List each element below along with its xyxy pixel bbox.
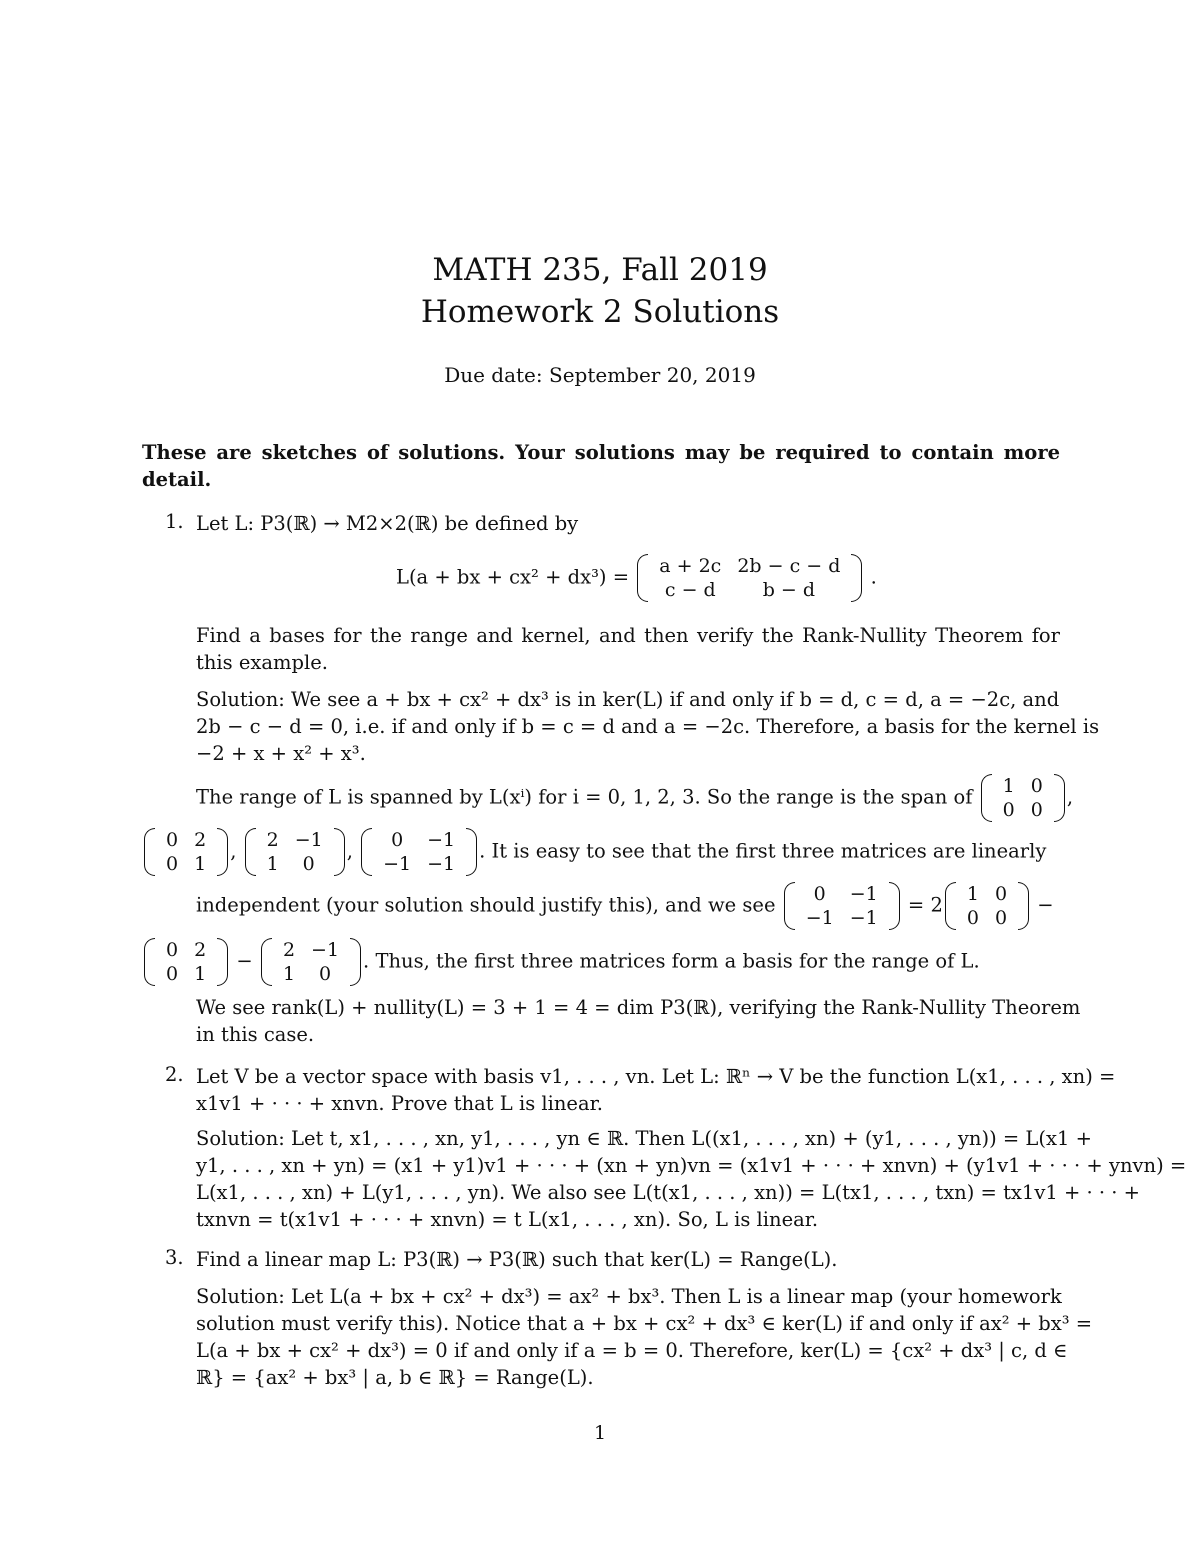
matrix-cell: 1 [266, 853, 279, 875]
problem-3-solution-4: ℝ} = {ax² + bx³ | a, b ∈ ℝ} = Range(L). [196, 1366, 594, 1389]
matrix-m2 [144, 828, 228, 876]
range-line-2: 0 2 0 1 , 2 −1 1 0 , 0 −1 −1 −1 . It is easy to see that the first three matrices are linearly [142, 828, 1046, 876]
rank-nullity-line-2: in this case. [196, 1023, 315, 1046]
matrix-cell: 0 [1002, 799, 1015, 821]
range-line-4: 0 2 0 1 − 2 −1 1 0 . Thus, the first three matrices form a basis for the range of L. [142, 938, 980, 986]
matrix-cell: 0 [166, 939, 179, 961]
kernel-solution-line-1: Solution: We see a + bx + cx² + dx³ is in ker(L) if and only if b = d, c = d, a = −2c, and [196, 688, 1060, 711]
due-date: Due date: September 20, 2019 [444, 363, 756, 387]
problem-3-solution-1: Solution: Let L(a + bx + cx² + dx³) = ax² + bx³. Then L is a linear map (your homework [196, 1285, 1062, 1308]
matrix-cell: 0 [318, 963, 332, 985]
matrix-m4 [361, 828, 477, 876]
problem-1-definition: L(a + bx + cx² + dx³) = a + 2c 2b − c − d c − d b − d . [396, 555, 877, 601]
problem-2-solution-3: L(x1, . . . , xn) + L(y1, . . . , yn). We also see L(t(x1, . . . , xn)) = L(tx1, . . . , txn) = tx1v1 + · · · + [196, 1181, 1141, 1204]
problem-number: 3. [165, 1246, 184, 1269]
problem-2-solution-4: txnvn = t(x1v1 + · · · + xnvn) = t L(x1, . . . , xn). So, L is linear. [196, 1208, 819, 1231]
matrix-cell: 2b − c − d [737, 555, 841, 577]
matrix-cell: 0 [994, 883, 1008, 905]
matrix-cell: 1 [194, 963, 207, 985]
page-number: 1 [593, 1422, 607, 1444]
matrix-cell: 2 [282, 939, 296, 961]
matrix-m3 [245, 828, 345, 876]
matrix-m4-repeat [784, 882, 900, 930]
matrix-cell: 2 [266, 829, 279, 851]
matrix-cell: b − d [762, 579, 816, 601]
matrix-cell: −1 [311, 939, 340, 961]
range-line-3: independent (your solution should justify this), and we see 0 −1 −1 −1 = 2 1 0 0 0 − [196, 883, 1054, 929]
problem-2-solution-2: y1, . . . , xn + yn) = (x1 + y1)v1 + · · · + (xn + yn)vn = (x1v1 + · · · + xnvn) + (y1v1 + · · · + ynvn) = [196, 1154, 1187, 1177]
matrix-cell: 0 [166, 829, 179, 851]
matrix-cell: 0 [994, 907, 1008, 929]
document-title: Homework 2 Solutions [420, 294, 780, 330]
matrix-m3-repeat [261, 938, 361, 986]
matrix-m2-repeat [144, 938, 228, 986]
matrix-cell: 0 [391, 829, 404, 851]
matrix-cell: −1 [383, 853, 412, 875]
matrix-cell: 0 [1030, 799, 1043, 821]
problem-3-statement: Find a linear map L: P3(ℝ) → P3(ℝ) such that ker(L) = Range(L). [196, 1248, 838, 1271]
matrix-cell: −1 [427, 829, 456, 851]
intro-note: These are sketches of solutions. Your solutions may be required to contain more detail. [142, 441, 1060, 491]
problem-2-statement-2: x1v1 + · · · + xnvn. Prove that L is linear. [196, 1092, 603, 1115]
kernel-solution-line-3: −2 + x + x² + x³. [196, 742, 366, 765]
range-text: The range of L is spanned by L(xⁱ) for i = 0, 1, 2, 3. So the range is the span of [196, 785, 973, 809]
matrix-cell: −1 [427, 853, 456, 875]
matrix-cell: c − d [664, 579, 716, 601]
matrix-m1 [981, 774, 1065, 822]
matrix-cell: −1 [849, 907, 878, 929]
matrix-cell: 2 [194, 939, 207, 961]
matrix-cell: 1 [1002, 775, 1015, 797]
range-line-1: The range of L is spanned by L(xⁱ) for i = 0, 1, 2, 3. So the range is the span of 1 0 0 0 , [196, 775, 1074, 821]
matrix-m1-repeat [945, 882, 1029, 930]
matrix-cell: 0 [166, 963, 179, 985]
problem-number: 1. [165, 510, 184, 533]
matrix-cell: 0 [302, 853, 315, 875]
problem-1-task: Find a bases for the range and kernel, and then verify the Rank-Nullity Theorem for this example. [196, 624, 1060, 674]
course-title: MATH 235, Fall 2019 [432, 252, 768, 288]
problem-2-statement-1: Let V be a vector space with basis v1, . . . , vn. Let L: ℝⁿ → V be the function L(x1, . . . , xn) = [196, 1065, 1116, 1088]
rank-nullity-line-1: We see rank(L) + nullity(L) = 3 + 1 = 4 = dim P3(ℝ), verifying the Rank-Nullity Theorem [196, 996, 1081, 1019]
matrix-cell: 0 [813, 883, 826, 905]
problem-number: 2. [165, 1063, 184, 1086]
problem-3-solution-2: solution must verify this). Notice that a + bx + cx² + dx³ ∈ ker(L) if and only if ax² + bx³ = [196, 1312, 1093, 1335]
matrix-cell: 2 [194, 829, 207, 851]
matrix-cell: 0 [166, 853, 179, 875]
matrix-cell: −1 [294, 829, 323, 851]
matrix-cell: −1 [849, 883, 878, 905]
kernel-solution-line-2: 2b − c − d = 0, i.e. if and only if b = c = d and a = −2c. Therefore, a basis for the kernel is [196, 715, 1100, 738]
definition-matrix [637, 554, 862, 602]
problem-2-solution-1: Solution: Let t, x1, . . . , xn, y1, . . . , yn ∈ ℝ. Then L((x1, . . . , xn) + (y1, . . . , yn)) = L(x1 + [196, 1127, 1092, 1150]
problem-3-solution-3: L(a + bx + cx² + dx³) = 0 if and only if a = b = 0. Therefore, ker(L) = {cx² + dx³ | c, d ∈ [196, 1339, 1068, 1362]
matrix-cell: 1 [966, 883, 979, 905]
definition-lhs: L(a + bx + cx² + dx³) = [396, 565, 630, 589]
matrix-cell: 0 [1030, 775, 1043, 797]
matrix-cell: a + 2c [659, 555, 722, 577]
matrix-cell: 1 [282, 963, 296, 985]
matrix-cell: −1 [805, 907, 834, 929]
range-text: . Thus, the first three matrices form a basis for the range of L. [363, 949, 980, 973]
problem-1-statement: Let L: P3(ℝ) → M2×2(ℝ) be defined by [196, 512, 579, 535]
range-text: . It is easy to see that the first three matrices are linearly [479, 839, 1047, 863]
matrix-cell: 0 [966, 907, 979, 929]
matrix-cell: 1 [194, 853, 207, 875]
range-text: independent (your solution should justify this), and we see [196, 893, 776, 917]
